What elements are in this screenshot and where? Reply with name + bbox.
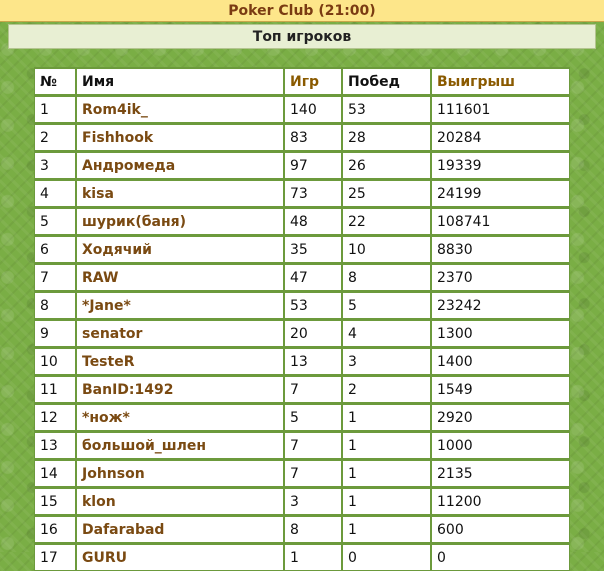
cell-games: 3 xyxy=(284,487,342,515)
table-row xyxy=(34,403,570,431)
cell-winnings: 1300 xyxy=(431,319,570,347)
table-row xyxy=(34,543,570,571)
cell-games: 47 xyxy=(284,263,342,291)
cell-rank: 17 xyxy=(34,543,76,571)
leaderboard-container xyxy=(34,67,570,571)
cell-rank: 16 xyxy=(34,515,76,543)
cell-games: 20 xyxy=(284,319,342,347)
cell-winnings: 2370 xyxy=(431,263,570,291)
cell-winnings: 8830 xyxy=(431,235,570,263)
cell-games: 83 xyxy=(284,123,342,151)
cell-winnings: 108741 xyxy=(431,207,570,235)
cell-winnings: 0 xyxy=(431,543,570,571)
cell-player-name[interactable]: Ходячий xyxy=(76,235,284,263)
cell-games: 97 xyxy=(284,151,342,179)
cell-rank: 4 xyxy=(34,179,76,207)
cell-player-name[interactable]: GURU xyxy=(76,543,284,571)
cell-rank: 3 xyxy=(34,151,76,179)
cell-wins: 25 xyxy=(342,179,431,207)
cell-player-name[interactable]: BanID:1492 xyxy=(76,375,284,403)
cell-games: 140 xyxy=(284,95,342,123)
cell-winnings: 19339 xyxy=(431,151,570,179)
cell-player-name[interactable]: Fishhook xyxy=(76,123,284,151)
table-row xyxy=(34,347,570,375)
table-row xyxy=(34,515,570,543)
cell-player-name[interactable]: RAW xyxy=(76,263,284,291)
cell-rank: 15 xyxy=(34,487,76,515)
cell-player-name[interactable]: TesteR xyxy=(76,347,284,375)
cell-wins: 2 xyxy=(342,375,431,403)
column-header-winnings[interactable]: Выигрыш xyxy=(431,67,570,95)
cell-games: 13 xyxy=(284,347,342,375)
cell-winnings: 600 xyxy=(431,515,570,543)
table-row xyxy=(34,291,570,319)
cell-winnings: 1549 xyxy=(431,375,570,403)
section-title: Топ игроков xyxy=(8,24,596,49)
cell-wins: 1 xyxy=(342,487,431,515)
table-row xyxy=(34,151,570,179)
cell-wins: 3 xyxy=(342,347,431,375)
cell-wins: 5 xyxy=(342,291,431,319)
cell-winnings: 111601 xyxy=(431,95,570,123)
cell-rank: 8 xyxy=(34,291,76,319)
cell-rank: 1 xyxy=(34,95,76,123)
leaderboard-table xyxy=(34,67,570,571)
cell-rank: 5 xyxy=(34,207,76,235)
cell-player-name[interactable]: Андромеда xyxy=(76,151,284,179)
cell-wins: 1 xyxy=(342,403,431,431)
club-name: Poker Club xyxy=(228,3,314,19)
cell-player-name[interactable]: Dafarabad xyxy=(76,515,284,543)
column-header-rank: № xyxy=(34,67,76,95)
cell-wins: 26 xyxy=(342,151,431,179)
cell-winnings: 2920 xyxy=(431,403,570,431)
cell-rank: 6 xyxy=(34,235,76,263)
cell-wins: 22 xyxy=(342,207,431,235)
table-row xyxy=(34,319,570,347)
cell-rank: 7 xyxy=(34,263,76,291)
table-row xyxy=(34,375,570,403)
cell-wins: 0 xyxy=(342,543,431,571)
cell-player-name[interactable]: senator xyxy=(76,319,284,347)
cell-wins: 1 xyxy=(342,515,431,543)
cell-player-name[interactable]: *нож* xyxy=(76,403,284,431)
table-row xyxy=(34,431,570,459)
cell-wins: 28 xyxy=(342,123,431,151)
cell-winnings: 20284 xyxy=(431,123,570,151)
table-row xyxy=(34,459,570,487)
cell-wins: 1 xyxy=(342,459,431,487)
cell-winnings: 1000 xyxy=(431,431,570,459)
cell-player-name[interactable]: Rom4ik_ xyxy=(76,95,284,123)
cell-rank: 12 xyxy=(34,403,76,431)
cell-winnings: 23242 xyxy=(431,291,570,319)
cell-wins: 4 xyxy=(342,319,431,347)
table-row xyxy=(34,235,570,263)
table-row xyxy=(34,487,570,515)
cell-winnings: 11200 xyxy=(431,487,570,515)
cell-player-name[interactable]: шурик(баня) xyxy=(76,207,284,235)
cell-winnings: 2135 xyxy=(431,459,570,487)
table-row xyxy=(34,263,570,291)
cell-games: 5 xyxy=(284,403,342,431)
table-row xyxy=(34,207,570,235)
cell-games: 7 xyxy=(284,375,342,403)
title-bar xyxy=(0,0,604,22)
cell-games: 53 xyxy=(284,291,342,319)
cell-player-name[interactable]: *Jane* xyxy=(76,291,284,319)
clock-time: (21:00) xyxy=(318,3,376,19)
cell-rank: 11 xyxy=(34,375,76,403)
cell-player-name[interactable]: kisa xyxy=(76,179,284,207)
table-row xyxy=(34,179,570,207)
cell-player-name[interactable]: Johnson xyxy=(76,459,284,487)
cell-games: 7 xyxy=(284,431,342,459)
cell-wins: 10 xyxy=(342,235,431,263)
cell-winnings: 24199 xyxy=(431,179,570,207)
cell-rank: 2 xyxy=(34,123,76,151)
cell-rank: 10 xyxy=(34,347,76,375)
cell-games: 8 xyxy=(284,515,342,543)
cell-games: 7 xyxy=(284,459,342,487)
cell-games: 35 xyxy=(284,235,342,263)
cell-games: 1 xyxy=(284,543,342,571)
table-row xyxy=(34,95,570,123)
cell-wins: 8 xyxy=(342,263,431,291)
cell-wins: 1 xyxy=(342,431,431,459)
cell-player-name[interactable]: большой_шлен xyxy=(76,431,284,459)
cell-rank: 9 xyxy=(34,319,76,347)
table-header-row xyxy=(34,67,570,95)
cell-rank: 13 xyxy=(34,431,76,459)
column-header-wins: Побед xyxy=(342,67,431,95)
cell-games: 73 xyxy=(284,179,342,207)
column-header-name: Имя xyxy=(76,67,284,95)
table-row xyxy=(34,123,570,151)
cell-wins: 53 xyxy=(342,95,431,123)
cell-winnings: 1400 xyxy=(431,347,570,375)
cell-games: 48 xyxy=(284,207,342,235)
cell-player-name[interactable]: klon xyxy=(76,487,284,515)
column-header-games[interactable]: Игр xyxy=(284,67,342,95)
cell-rank: 14 xyxy=(34,459,76,487)
